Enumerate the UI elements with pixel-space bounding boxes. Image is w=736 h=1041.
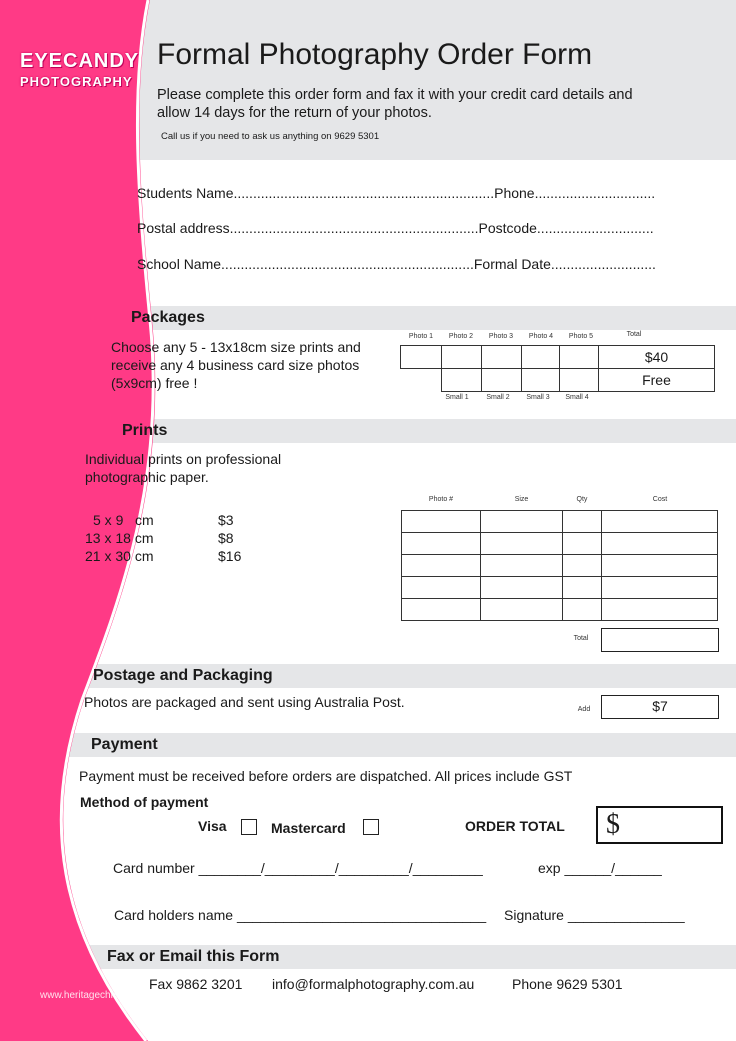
photo-3-header: Photo 3 — [488, 333, 514, 340]
visa-label: Visa — [198, 818, 227, 834]
photo-number-cell[interactable] — [402, 555, 481, 577]
small-3-header: Small 3 — [526, 394, 550, 401]
photo-2-cell[interactable] — [442, 346, 482, 369]
order-total-label: ORDER TOTAL — [465, 818, 565, 834]
postage-add-label: Add — [577, 706, 591, 713]
photo-5-header: Photo 5 — [568, 333, 594, 340]
brand-logo-line2: PHOTOGRAPHY — [20, 74, 133, 89]
prints-total-box[interactable] — [601, 628, 719, 652]
package-small-grid — [441, 368, 715, 392]
package-photo-grid — [400, 345, 715, 369]
email-address[interactable]: info@formalphotography.com.au — [272, 976, 475, 992]
signature-field[interactable]: Signature _______________ — [504, 907, 685, 923]
size-cell[interactable] — [481, 599, 563, 621]
postage-desc: Photos are packaged and sent using Australia Post. — [84, 694, 405, 710]
students-name-field[interactable]: Students Name...................................................................Phone............................... — [137, 185, 656, 201]
photo-4-header: Photo 4 — [528, 333, 554, 340]
prints-qty-header: Qty — [576, 496, 588, 503]
postal-address-field[interactable]: Postal address................................................................Postcode.............................. — [137, 220, 654, 236]
photo-1-header: Photo 1 — [408, 333, 434, 340]
prints-title: Prints — [122, 422, 168, 439]
print-price-1: $3 — [218, 512, 234, 528]
cost-cell[interactable] — [602, 533, 718, 555]
table-row — [402, 533, 718, 555]
intro-line-2: allow 14 days for the return of your photos. — [157, 105, 432, 121]
order-total-box[interactable] — [596, 806, 723, 844]
fax-number: Fax 9862 3201 — [149, 976, 243, 992]
qty-cell[interactable] — [563, 533, 602, 555]
prints-desc-1: Individual prints on professional — [85, 451, 282, 467]
photo-3-cell[interactable] — [482, 346, 522, 369]
small-1-cell[interactable] — [442, 369, 482, 392]
prints-size-header: Size — [514, 496, 529, 503]
mastercard-label: Mastercard — [271, 820, 346, 836]
prints-order-table — [401, 510, 718, 621]
card-holder-name-field[interactable]: Card holders name ________________________________ — [114, 907, 487, 923]
small-2-header: Small 2 — [486, 394, 510, 401]
prints-desc-2: photographic paper. — [85, 469, 209, 485]
payment-title: Payment — [91, 736, 158, 753]
call-note: Call us if you need to ask us anything on 9629 5301 — [161, 131, 380, 142]
qty-cell[interactable] — [563, 511, 602, 533]
print-size-3: 21 x 30 cm — [85, 548, 154, 564]
small-4-header: Small 4 — [565, 394, 589, 401]
packages-desc-2: receive any 4 business card size photos — [111, 357, 360, 373]
currency-symbol: $ — [606, 809, 620, 840]
page-title: Formal Photography Order Form — [157, 38, 593, 71]
qty-cell[interactable] — [563, 577, 602, 599]
mastercard-checkbox[interactable] — [363, 819, 379, 835]
cost-cell[interactable] — [602, 599, 718, 621]
size-cell[interactable] — [481, 555, 563, 577]
size-cell[interactable] — [481, 511, 563, 533]
photo-number-cell[interactable] — [402, 533, 481, 555]
table-row — [402, 511, 718, 533]
photo-5-cell[interactable] — [560, 346, 599, 369]
card-number-field[interactable]: Card number ________/_________/_________/_________ — [113, 860, 483, 876]
cost-cell[interactable] — [602, 555, 718, 577]
table-row — [402, 577, 718, 599]
cost-cell[interactable] — [602, 511, 718, 533]
small-3-cell[interactable] — [522, 369, 560, 392]
packages-desc-1: Choose any 5 - 13x18cm size prints and — [111, 339, 361, 355]
small-1-header: Small 1 — [445, 394, 469, 401]
print-price-3: $16 — [218, 548, 242, 564]
contact-title: Fax or Email this Form — [107, 948, 280, 965]
brand-logo-line1: EYECANDY — [20, 50, 140, 72]
print-size-2: 13 x 18 cm — [85, 530, 154, 546]
size-cell[interactable] — [481, 533, 563, 555]
expiry-field[interactable]: exp ______/______ — [538, 860, 662, 876]
cost-cell[interactable] — [602, 577, 718, 599]
size-cell[interactable] — [481, 577, 563, 599]
print-price-2: $8 — [218, 530, 234, 546]
postage-title: Postage and Packaging — [93, 667, 273, 684]
phone-number: Phone 9629 5301 — [512, 976, 623, 992]
prints-total-label: Total — [573, 635, 589, 642]
package-free-cell: Free — [599, 369, 715, 392]
visa-checkbox[interactable] — [241, 819, 257, 835]
package-total-header: Total — [626, 331, 642, 338]
photo-1-cell[interactable] — [401, 346, 442, 369]
intro-line-1: Please complete this order form and fax it with your credit card details and — [157, 87, 633, 103]
watermark-text: www.heritagechristiancollege.com — [40, 990, 191, 1001]
package-price-cell: $40 — [599, 346, 715, 369]
photo-4-cell[interactable] — [522, 346, 560, 369]
packages-desc-3: (5x9cm) free ! — [111, 375, 198, 391]
qty-cell[interactable] — [563, 555, 602, 577]
payment-note: Payment must be received before orders are dispatched. All prices include GST — [79, 768, 573, 784]
qty-cell[interactable] — [563, 599, 602, 621]
small-2-cell[interactable] — [482, 369, 522, 392]
photo-number-cell[interactable] — [402, 511, 481, 533]
prints-photo-header: Photo # — [428, 496, 454, 503]
small-4-cell[interactable] — [560, 369, 599, 392]
print-size-1: 5 x 9 cm — [93, 512, 154, 528]
table-row — [402, 555, 718, 577]
postage-amount-box: $7 — [601, 695, 719, 719]
photo-2-header: Photo 2 — [448, 333, 474, 340]
method-of-payment-label: Method of payment — [80, 794, 209, 810]
photo-number-cell[interactable] — [402, 577, 481, 599]
prints-cost-header: Cost — [652, 496, 668, 503]
table-row — [402, 599, 718, 621]
photo-number-cell[interactable] — [402, 599, 481, 621]
school-name-field[interactable]: School Name.................................................................Formal Date........................... — [137, 256, 656, 272]
packages-title: Packages — [131, 309, 205, 326]
